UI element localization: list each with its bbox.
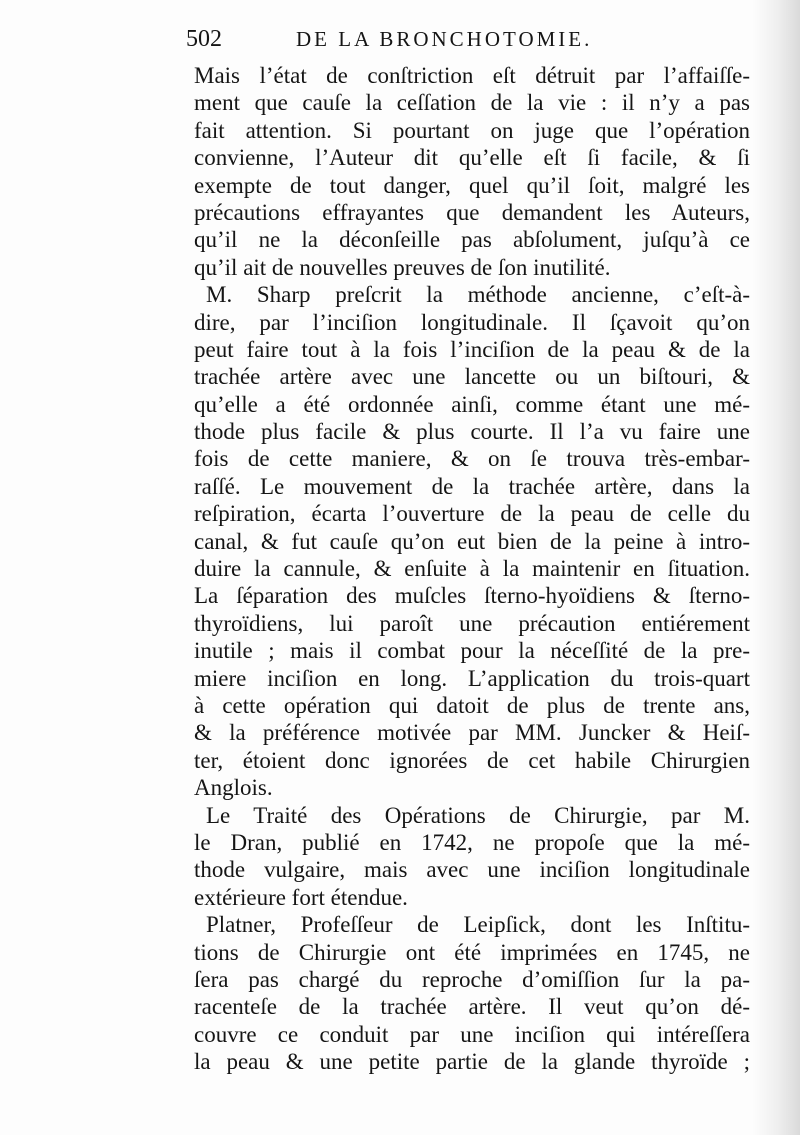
text-line: exempte de tout danger, quel qu’il ſoit, malgré les <box>194 172 750 198</box>
text-line: ment que cauſe la ceſſation de la vie : il n’y a pas <box>194 90 750 116</box>
text-line: le Dran, publié en 1742, ne propoſe que la mé- <box>194 829 750 855</box>
running-title: DE LA BRONCHOTOMIE. <box>296 27 593 51</box>
text-line: Mais l’état de conſtriction eſt détruit par l’affaiſſe- <box>194 63 750 88</box>
text-line: extérieure fort étendue. <box>194 884 408 910</box>
text-line: M. Sharp preſcrit la méthode ancienne, c’eſt-à- <box>206 282 750 308</box>
text-line: raſſé. Le mouvement de la trachée artère, dans la <box>194 473 750 499</box>
text-line: ſera pas chargé du reproche d’omiſſion ſur la pa- <box>194 966 750 992</box>
text-line: thode vulgaire, mais avec une inciſion longitudinale <box>194 857 750 883</box>
text-line: Platner, Profeſſeur de Leipſick, dont les Inſtitu- <box>206 912 750 938</box>
text-line: miere inciſion en long. L’application du trois-quart <box>194 665 750 691</box>
text-line: inutile ; mais il combat pour la néceſſité de la pre- <box>194 638 750 664</box>
text-line: la peau & une petite partie de la glande thyroïde ; <box>194 1049 750 1075</box>
text-line: trachée artère avec une lancette ou un biſtouri, & <box>194 364 750 390</box>
text-line: Le Traité des Opérations de Chirurgie, par M. <box>206 802 750 828</box>
text-line: convienne, l’Auteur dit qu’elle eſt ſi facile, & ſi <box>194 145 750 171</box>
text-line: dire, par l’inciſion longitudinale. Il ſçavoit qu’on <box>194 309 750 335</box>
text-line: qu’elle a été ordonnée ainſi, comme étant une mé- <box>194 391 750 417</box>
text-line: qu’il ne la déconſeille pas abſolument, juſqu’à ce <box>194 227 750 253</box>
text-line: canal, & fut cauſe qu’on eut bien de la peine à intro- <box>194 528 750 554</box>
text-line: tions de Chirurgie ont été imprimées en 1745, ne <box>194 939 750 965</box>
text-line: fait attention. Si pourtant on juge que l’opération <box>194 117 750 143</box>
page-number: 502 <box>186 26 222 52</box>
text-line: La ſéparation des muſcles ſterno-hyoïdiens & ſterno- <box>194 583 750 609</box>
text-line: thode plus facile & plus courte. Il l’a vu faire une <box>194 419 750 445</box>
spine-shadow <box>752 0 800 1135</box>
text-line: & la préférence motivée par MM. Juncker & Heiſ- <box>194 720 750 746</box>
text-line: Anglois. <box>194 775 273 801</box>
text-line: qu’il ait de nouvelles preuves de ſon inutilité. <box>194 254 611 280</box>
body-text <box>194 62 750 1075</box>
text-line: racenteſe de la trachée artère. Il veut qu’on dé- <box>194 994 750 1020</box>
text-line: peut faire tout à la fois l’inciſion de la peau & de la <box>194 336 750 362</box>
text-line: à cette opération qui datoit de plus de trente ans, <box>194 692 750 718</box>
text-line: duire la cannule, & enſuite à la maintenir en ſituation. <box>194 556 750 582</box>
text-line: ter, étoient donc ignorées de cet habile Chirurgien <box>194 747 750 773</box>
text-line: reſpiration, écarta l’ouverture de la peau de celle du <box>194 501 750 527</box>
text-line: fois de cette maniere, & on ſe trouva très-embar- <box>194 446 750 472</box>
running-head <box>186 24 746 54</box>
text-line: couvre ce conduit par une inciſion qui intéreſſera <box>194 1021 750 1047</box>
text-line: précautions effrayantes que demandent les Auteurs, <box>194 199 750 225</box>
text-line: thyroïdiens, lui paroît une précaution entiérement <box>194 610 750 636</box>
